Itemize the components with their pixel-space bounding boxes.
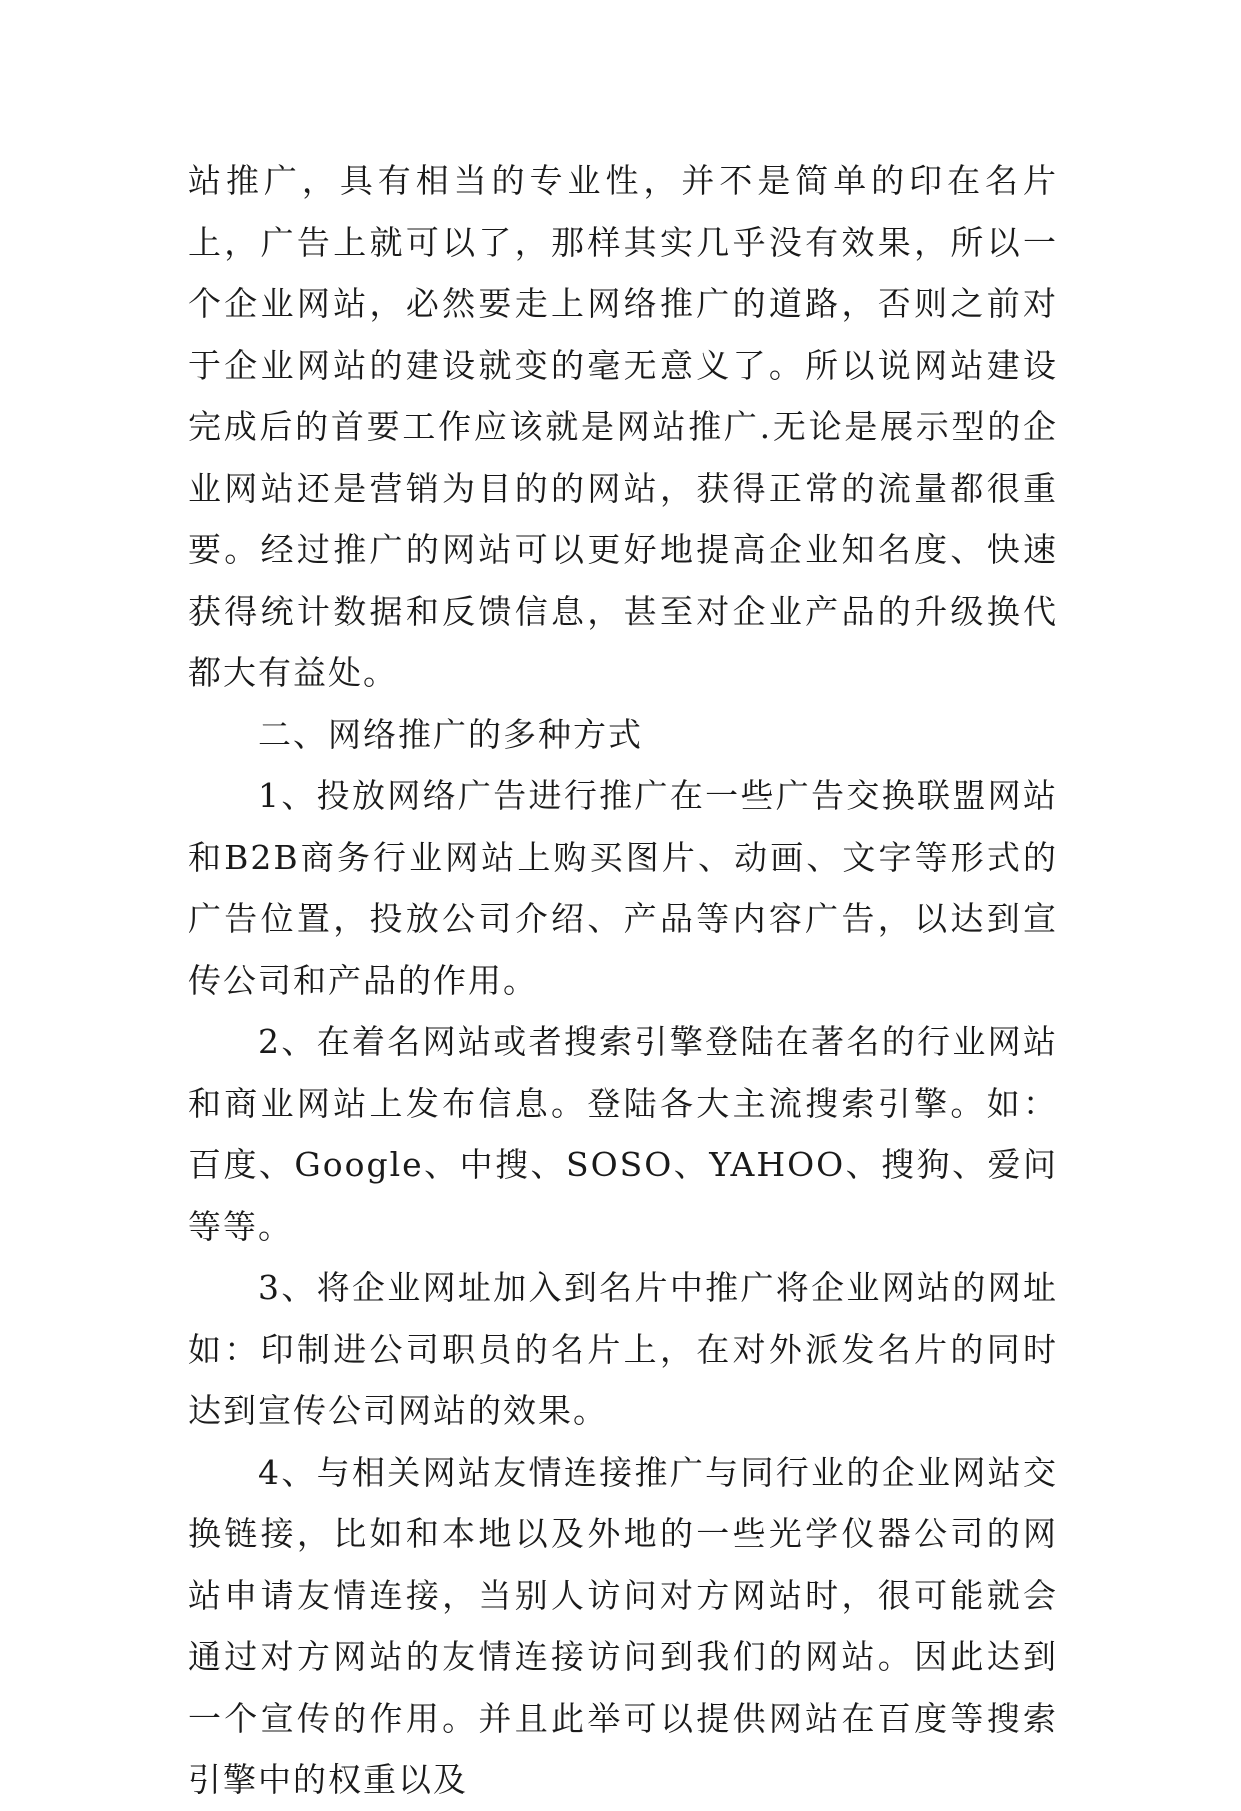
document-body: [188, 150, 1058, 1811]
paragraph-item-3: 3、将企业网址加入到名片中推广将企业网站的网址如：印制进公司职员的名片上，在对外派发名片的同时达到宣传公司网站的效果。: [188, 1268, 1058, 1430]
paragraph-item-2: 2、在着名网站或者搜索引擎登陆在著名的行业网站和商业网站上发布信息。登陆各大主流搜索引擎。如：百度、Google、中搜、SOSO、YAHOO、搜狗、爱问等等。: [188, 1022, 1058, 1246]
section-heading: 二、网络推广的多种方式: [258, 714, 643, 754]
paragraph-item-4: 4、与相关网站友情连接推广与同行业的企业网站交换链接，比如和本地以及外地的一些光学仪器公司的网站申请友情连接，当别人访问对方网站时，很可能就会通过对方网站的友情连接访问到我们的网站。因此达到一个宣传的作用。并且此举可以提供网站在百度等搜索引擎中的权重以及: [188, 1452, 1058, 1799]
paragraph-item-1: 1、投放网络广告进行推广在一些广告交换联盟网站和B2B商务行业网站上购买图片、动画、文字等形式的广告位置，投放公司介绍、产品等内容广告，以达到宣传公司和产品的作用。: [188, 776, 1058, 1000]
paragraph-continued-intro: 站推广，具有相当的专业性，并不是简单的印在名片上，广告上就可以了，那样其实几乎没有效果，所以一个企业网站，必然要走上网络推广的道路，否则之前对于企业网站的建设就变的毫无意义了。所以说网站建设完成后的首要工作应该就是网站推广.无论是展示型的企业网站还是营销为目的的网站，获得正常的流量都很重要。经过推广的网站可以更好地提高企业知名度、快速获得统计数据和反馈信息，甚至对企业产品的升级换代都大有益处。: [188, 161, 1058, 692]
